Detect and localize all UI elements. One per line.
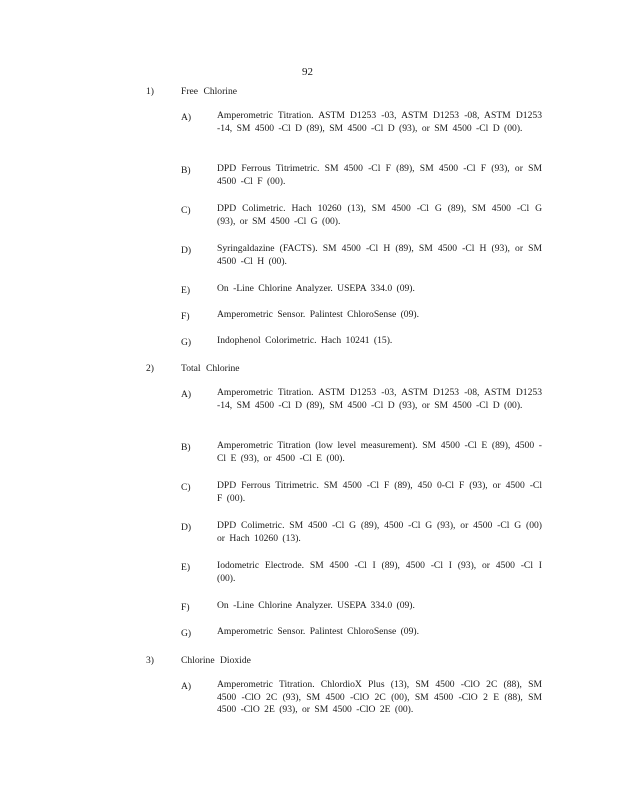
item-letter: D) <box>181 245 192 256</box>
item-letter: E) <box>181 562 191 573</box>
item-letter: C) <box>181 205 191 216</box>
item-letter: E) <box>181 285 191 296</box>
item-text: Amperometric Titration. ChlordioX Plus (13), SM 4500 -ClO 2C (88), SM 4500 -ClO 2C (93), SM 4500 -ClO 2C (00), SM 4500 -ClO 2 E (88), SM 4500 -ClO 2E (93), or SM 4500 -ClO 2E (00). <box>217 679 542 715</box>
item-text: On -Line Chlorine Analyzer. USEPA 334.0 (09). <box>217 600 415 611</box>
item-text: Amperometric Sensor. Palintest ChloroSense (09). <box>217 309 419 320</box>
item-text: DPD Colimetric. Hach 10260 (13), SM 4500 -Cl G (89), SM 4500 -Cl G (93), or SM 4500 -Cl G (00). <box>217 203 542 227</box>
section-title: Total Chlorine <box>181 363 240 374</box>
item-text: Syringaldazine (FACTS). SM 4500 -Cl H (89), SM 4500 -Cl H (93), or SM 4500 -Cl H (00). <box>217 243 542 267</box>
item-letter: A) <box>181 389 192 400</box>
item-text: DPD Ferrous Titrimetric. SM 4500 -Cl F (89), 450 0-Cl F (93), or 4500 -Cl F (00). <box>217 480 542 504</box>
section-number: 2) <box>146 363 154 374</box>
section-number: 3) <box>146 655 154 666</box>
item-letter: G) <box>181 628 192 639</box>
item-text: Amperometric Titration (low level measurement). SM 4500 -Cl E (89), 4500 -Cl E (93), or 4500 -Cl E (00). <box>217 440 542 464</box>
item-text: Amperometric Sensor. Palintest ChloroSense (09). <box>217 626 419 637</box>
item-letter: B) <box>181 165 191 176</box>
item-letter: A) <box>181 681 192 692</box>
item-letter: B) <box>181 442 191 453</box>
item-letter: A) <box>181 112 192 123</box>
item-text: DPD Ferrous Titrimetric. SM 4500 -Cl F (89), SM 4500 -Cl F (93), or SM 4500 -Cl F (00). <box>217 163 542 187</box>
item-text: Iodometric Electrode. SM 4500 -Cl I (89), 4500 -Cl I (93), or 4500 -Cl I (00). <box>217 560 542 584</box>
item-text: On -Line Chlorine Analyzer. USEPA 334.0 (09). <box>217 283 415 294</box>
page-number: 92 <box>302 66 313 78</box>
item-text: Amperometric Titration. ASTM D1253 -03, ASTM D1253 -08, ASTM D1253 -14, SM 4500 -Cl D (89), SM 4500 -Cl D (93), or SM 4500 -Cl D (00). <box>217 110 542 134</box>
item-letter: C) <box>181 482 191 493</box>
item-text: DPD Colimetric. SM 4500 -Cl G (89), 4500 -Cl G (93), or 4500 -Cl G (00) or Hach 10260 (13). <box>217 520 542 544</box>
item-letter: F) <box>181 311 190 322</box>
section-number: 1) <box>146 86 154 97</box>
item-text: Indophenol Colorimetric. Hach 10241 (15). <box>217 335 393 346</box>
item-letter: F) <box>181 602 190 613</box>
item-letter: D) <box>181 522 192 533</box>
item-letter: G) <box>181 337 192 348</box>
section-title: Chlorine Dioxide <box>181 655 251 666</box>
section-title: Free Chlorine <box>181 86 238 97</box>
item-text: Amperometric Titration. ASTM D1253 -03, ASTM D1253 -08, ASTM D1253 -14, SM 4500 -Cl D (89), SM 4500 -Cl D (93), or SM 4500 -Cl D (00). <box>217 387 542 411</box>
